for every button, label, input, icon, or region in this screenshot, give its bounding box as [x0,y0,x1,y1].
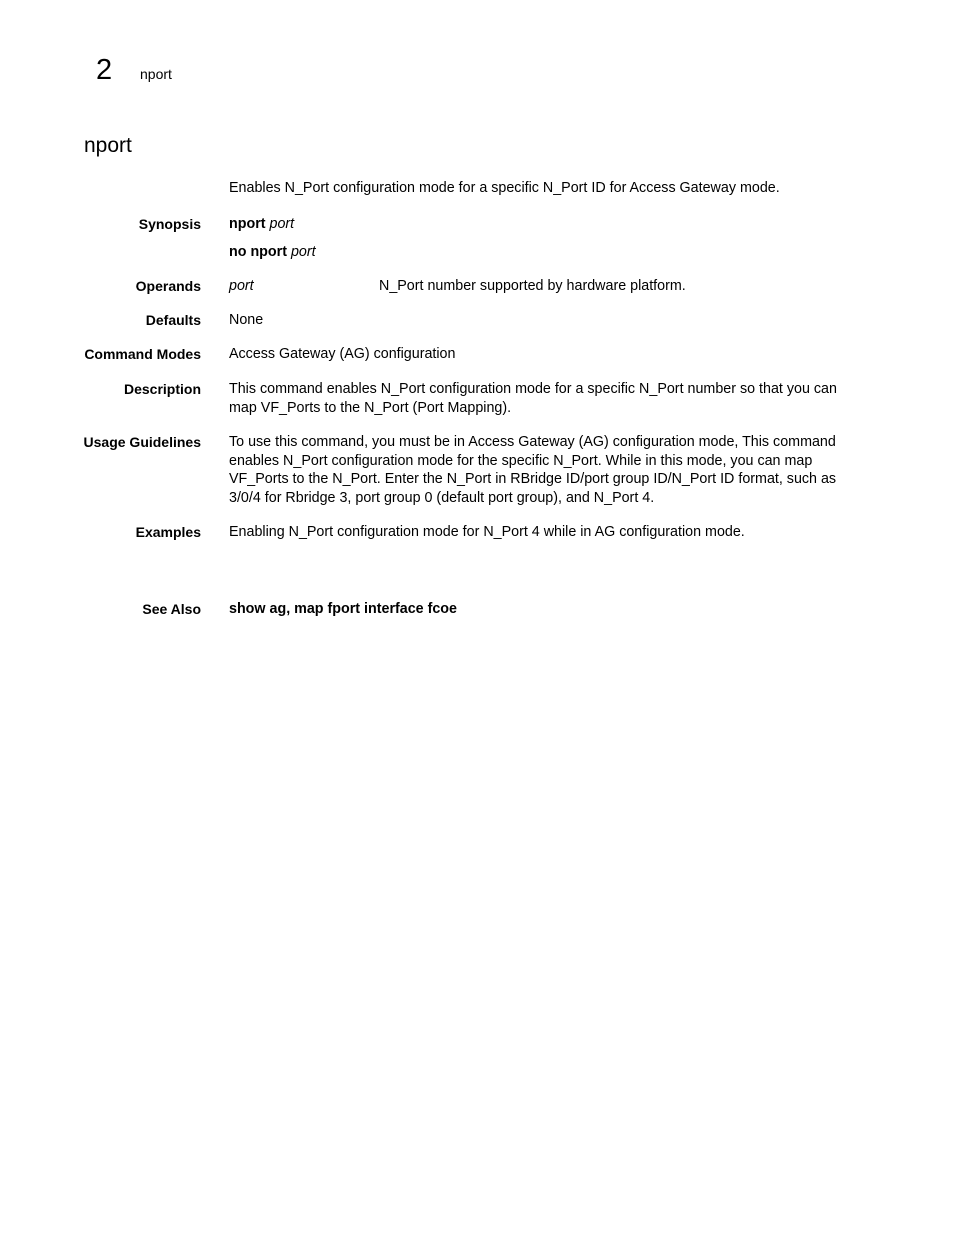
defaults-label: Defaults [145,312,201,328]
chapter-number: 2 [96,54,113,86]
synopsis-no-command: no nport [229,243,287,260]
see-also-label: See Also [142,601,201,617]
description-text: This command enables N_Port configuration mode for a specific N_Port number so that you can map VF_Ports to the N_Port (Port Mapping). [229,381,837,416]
usage-label: Usage Guidelines [83,434,201,450]
synopsis-argument: port [269,216,295,232]
description-label: Description [123,381,201,397]
usage-text: To use this command, you must be in Access Gateway (AG) configuration mode, This command enables N_Port configuration mode for the specific N_Port. While in this mode, you can map VF_Ports to the N_Port. Enter the N_Port in RBridge ID/port group ID/N_Port ID format, such as 3/0/4 for Rbridge 3, port group 0 (default port group), and N_Port 4. [229,434,837,506]
operands-label: Operands [135,278,201,294]
synopsis-no-argument: port [290,243,316,260]
running-head: nport [140,66,172,82]
command-modes-text: Access Gateway (AG) configuration [229,346,456,362]
command-modes-label: Command Modes [84,346,201,362]
examples-label: Examples [135,524,201,540]
operand-description: N_Port number supported by hardware platform. [379,278,686,294]
command-title: nport [84,134,132,157]
synopsis-content [229,215,865,261]
operand-name: port [229,278,254,294]
synopsis-label: Synopsis [138,216,201,232]
examples-text: Enabling N_Port configuration mode for N_Port 4 while in AG configuration mode. [229,524,745,540]
synopsis-line-1 [229,215,865,234]
see-also-links: show ag, map fport interface fcoe [229,601,457,617]
synopsis-command: nport [229,216,266,232]
synopsis-line-2 [229,243,865,262]
summary-text: Enables N_Port configuration mode for a specific N_Port ID for Access Gateway mode. [229,180,780,196]
defaults-text: None [229,312,264,328]
